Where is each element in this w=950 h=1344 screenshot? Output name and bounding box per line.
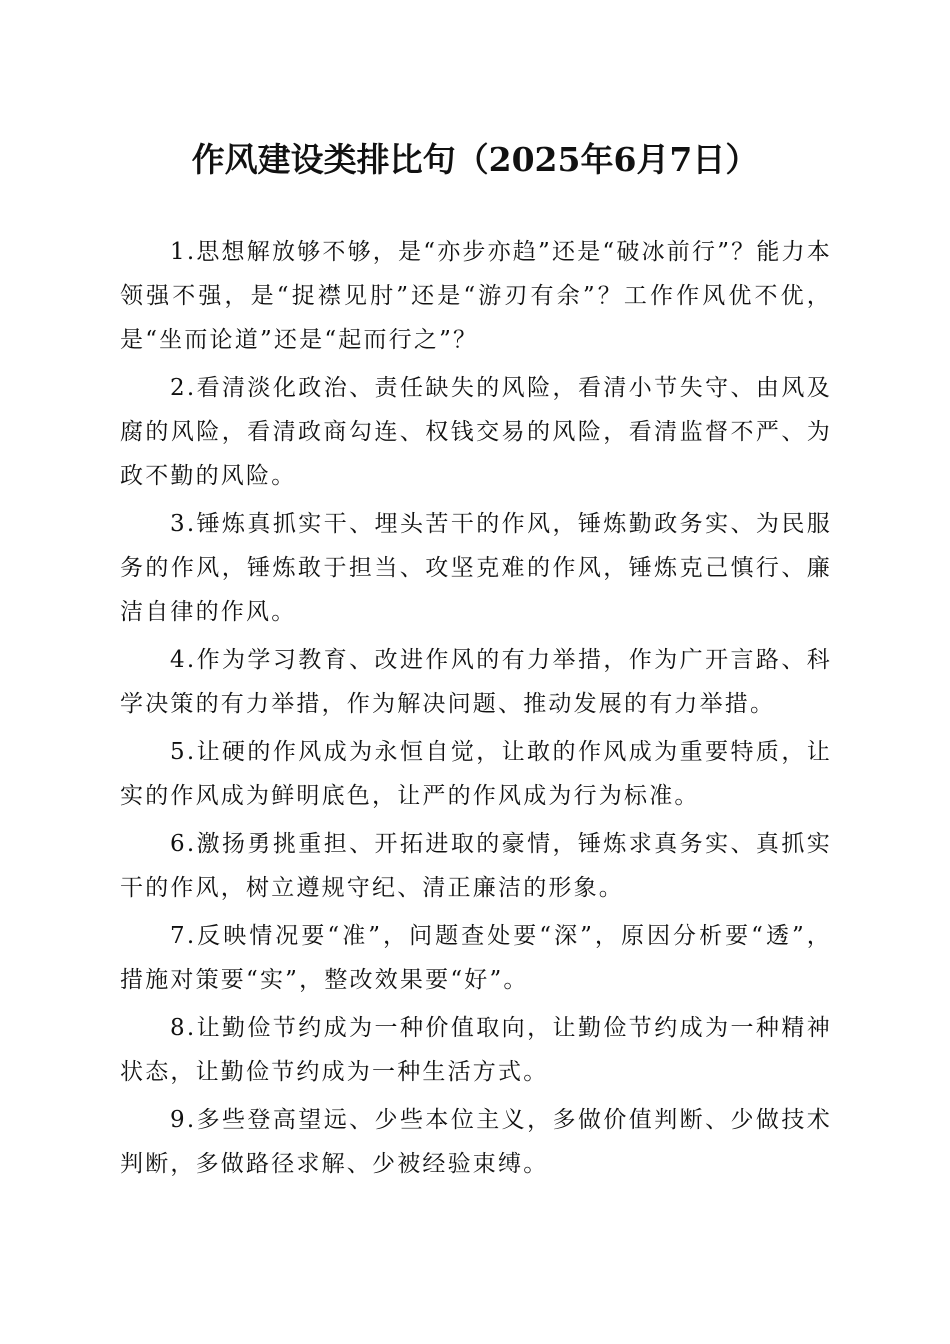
paragraph-8: 8.让勤俭节约成为一种价值取向，让勤俭节约成为一种精神状态，让勤俭节约成为一种生活方式。 [120, 1015, 832, 1085]
paragraph-3: 3.锤炼真抓实干、埋头苦干的作风，锤炼勤政务实、为民服务的作风，锤炼敢于担当、攻坚克难的作风，锤炼克己慎行、廉洁自律的作风。 [120, 511, 832, 625]
paragraph-9: 9.多些登高望远、少些本位主义，多做价值判断、少做技术判断，多做路径求解、少被经验束缚。 [120, 1107, 832, 1177]
paragraph-5: 5.让硬的作风成为永恒自觉，让敢的作风成为重要特质，让实的作风成为鲜明底色，让严的作风成为行为标准。 [120, 739, 832, 809]
paragraph-6: 6.激扬勇挑重担、开拓进取的豪情，锤炼求真务实、真抓实干的作风，树立遵规守纪、清正廉洁的形象。 [120, 831, 832, 901]
paragraph-4: 4.作为学习教育、改进作风的有力举措，作为广开言路、科学决策的有力举措，作为解决问题、推动发展的有力举措。 [120, 647, 832, 717]
paragraph-1: 1.思想解放够不够，是“亦步亦趋”还是“破冰前行”？能力本领强不强，是“捉襟见肘”还是“游刃有余”？工作作风优不优，是“坐而论道”还是“起而行之”？ [120, 239, 832, 353]
document-title: 作风建设类排比句（2025年6月7日） [191, 140, 759, 179]
paragraph-2: 2.看清淡化政治、责任缺失的风险，看清小节失守、由风及腐的风险，看清政商勾连、权钱交易的风险，看清监督不严、为政不勤的风险。 [120, 375, 832, 489]
document-body [120, 230, 832, 1190]
paragraph-7: 7.反映情况要“准”，问题查处要“深”，原因分析要“透”，措施对策要“实”，整改效果要“好”。 [120, 923, 832, 993]
